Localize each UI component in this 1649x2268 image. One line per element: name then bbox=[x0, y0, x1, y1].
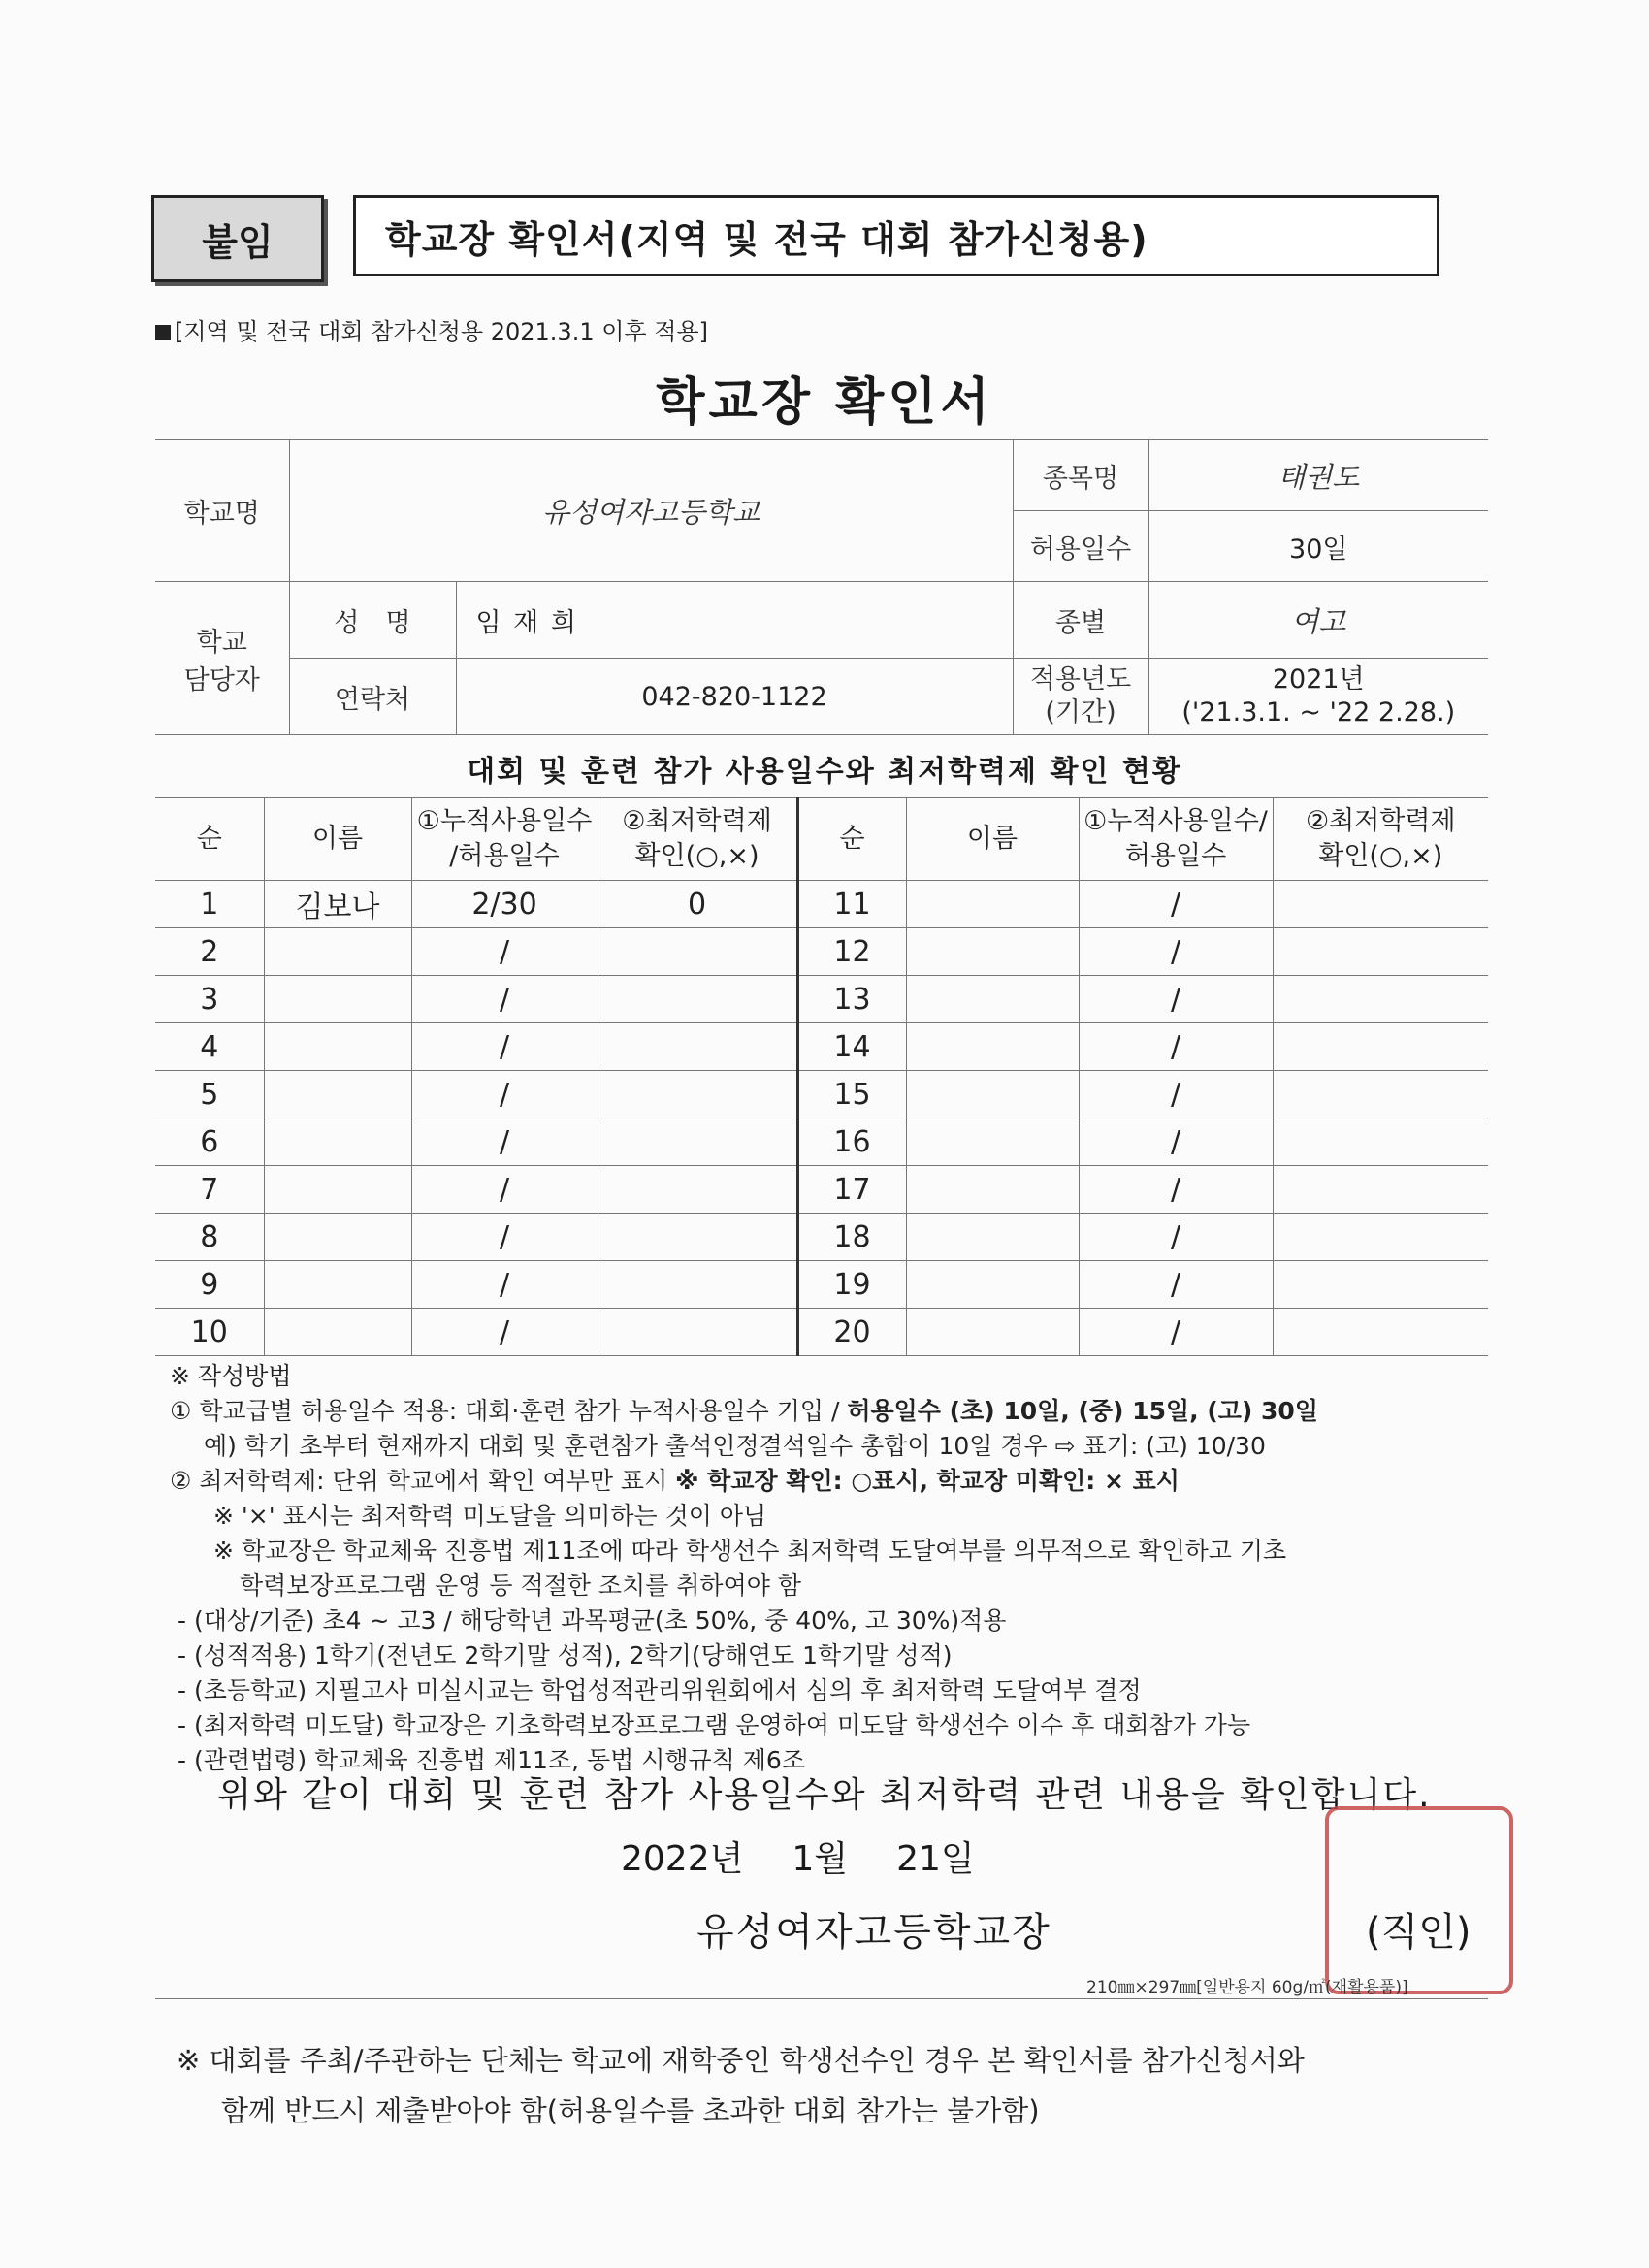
school-label: 학교명 bbox=[155, 440, 289, 582]
note-4: ※ 학교장은 학교체육 진흥법 제11조에 따라 학생선수 최저학력 도달여부를 의무적으로 확인하고 기초 bbox=[213, 1537, 1287, 1565]
issue-date bbox=[621, 1831, 1023, 1881]
used-days: / bbox=[1079, 1166, 1273, 1214]
square-bullet-icon bbox=[155, 325, 171, 340]
applied-note bbox=[155, 312, 708, 346]
date-month: 1월 bbox=[792, 1839, 849, 1879]
header-min-left bbox=[598, 798, 797, 881]
row-number: 10 bbox=[155, 1309, 264, 1356]
row-number: 19 bbox=[797, 1261, 906, 1309]
row-number: 8 bbox=[155, 1214, 264, 1261]
student-name bbox=[906, 1166, 1079, 1214]
divider bbox=[155, 1998, 1488, 1999]
footnote bbox=[177, 2035, 1305, 2136]
date-year: 2022년 bbox=[621, 1839, 744, 1879]
row-number: 11 bbox=[797, 881, 906, 928]
year-label bbox=[1013, 659, 1148, 735]
manager-name: 임 재 희 bbox=[456, 582, 1013, 659]
detail-4: - (최저학력 미도달) 학교장은 기초학력보장프로그램 운영하여 미도달 학생선수 이수 후 대회참가 가능 bbox=[178, 1711, 1251, 1739]
min-academic-check bbox=[598, 1166, 797, 1214]
used-days: / bbox=[411, 1261, 598, 1309]
instructions-heading: ※ 작성방법 bbox=[170, 1362, 292, 1390]
student-name bbox=[264, 1023, 411, 1071]
allowed-days-label: 허용일수 bbox=[1013, 511, 1148, 582]
used-days: / bbox=[1079, 1118, 1273, 1166]
min-academic-check bbox=[1273, 976, 1488, 1023]
manager-label-line-2: 담당자 bbox=[183, 664, 260, 696]
row-number: 1 bbox=[155, 881, 264, 928]
header-min-right bbox=[1273, 798, 1488, 881]
contact-value: 042-820-1122 bbox=[456, 659, 1013, 735]
used-days: / bbox=[1079, 1071, 1273, 1118]
header-name-right: 이름 bbox=[906, 798, 1079, 881]
min-academic-check bbox=[598, 1023, 797, 1071]
used-days: / bbox=[411, 1309, 598, 1356]
note-4-cont: 학력보장프로그램 운영 등 적절한 조치를 취하여야 함 bbox=[240, 1571, 801, 1600]
table-row bbox=[155, 1071, 1488, 1118]
category-value: 여고 bbox=[1148, 582, 1488, 659]
student-name bbox=[264, 1261, 411, 1309]
student-name bbox=[906, 1214, 1079, 1261]
manager-label bbox=[155, 582, 289, 735]
student-name bbox=[906, 1023, 1079, 1071]
year-text: 2021년 bbox=[1272, 664, 1365, 695]
seal-label: (직인) bbox=[1366, 1910, 1471, 1955]
table-row bbox=[155, 1166, 1488, 1214]
name-label: 성 명 bbox=[289, 582, 456, 659]
header-used-left-line-1: ①누적사용일수 bbox=[416, 806, 593, 836]
detail-3: - (초등학교) 지필고사 미실시교는 학업성적관리위원회에서 심의 후 최저학력 도달여부 결정 bbox=[178, 1676, 1142, 1704]
used-days: / bbox=[1079, 1309, 1273, 1356]
year-label-line-2: (기간) bbox=[1045, 697, 1116, 728]
note-1 bbox=[170, 1394, 1489, 1429]
allowed-days-value: 30일 bbox=[1148, 511, 1488, 582]
table-row bbox=[155, 1309, 1488, 1356]
used-days: / bbox=[411, 1118, 598, 1166]
student-name bbox=[264, 1118, 411, 1166]
table-row bbox=[155, 1118, 1488, 1166]
school-info-table bbox=[155, 439, 1488, 735]
row-number: 16 bbox=[797, 1118, 906, 1166]
student-name bbox=[906, 1261, 1079, 1309]
row-number: 4 bbox=[155, 1023, 264, 1071]
used-days: / bbox=[411, 976, 598, 1023]
min-academic-check bbox=[598, 976, 797, 1023]
header-name-left: 이름 bbox=[264, 798, 411, 881]
row-number: 5 bbox=[155, 1071, 264, 1118]
student-name bbox=[264, 1214, 411, 1261]
row-number: 6 bbox=[155, 1118, 264, 1166]
note-1-text: ① 학교급별 허용일수 적용: 대회·훈련 참가 누적사용일수 기입 / bbox=[170, 1397, 848, 1425]
min-academic-check bbox=[598, 1214, 797, 1261]
school-name: 유성여자고등학교 bbox=[289, 440, 1013, 582]
table-header-row bbox=[155, 798, 1488, 881]
note-2-bold: ※ 학교장 확인: ○표시, 학교장 미확인: × 표시 bbox=[675, 1467, 1180, 1495]
row-number: 12 bbox=[797, 928, 906, 976]
document-title: 학교장 확인서 bbox=[656, 373, 993, 432]
used-days: / bbox=[1079, 1261, 1273, 1309]
detail-5: - (관련법령) 학교체육 진흥법 제11조, 동법 시행규칙 제6조 bbox=[178, 1746, 805, 1774]
min-academic-check: 0 bbox=[598, 881, 797, 928]
header-used-right-line-2: 허용일수 bbox=[1124, 841, 1227, 871]
section-title: 대회 및 훈련 참가 사용일수와 최저학력제 확인 현황 bbox=[467, 755, 1182, 789]
student-name bbox=[906, 1309, 1079, 1356]
paper-spec: 210㎜×297㎜[일반용지 60g/㎡(재활용품)] bbox=[1086, 1978, 1408, 1997]
table-row bbox=[155, 1214, 1488, 1261]
table-row bbox=[155, 881, 1488, 928]
min-academic-check bbox=[598, 928, 797, 976]
student-name bbox=[906, 1071, 1079, 1118]
used-days: 2/30 bbox=[411, 881, 598, 928]
min-academic-check bbox=[1273, 1023, 1488, 1071]
used-days: / bbox=[411, 1214, 598, 1261]
student-name bbox=[264, 1166, 411, 1214]
note-1-bold: 허용일수 (초) 10일, (중) 15일, (고) 30일 bbox=[847, 1397, 1318, 1425]
note-1-example: 예) 학기 초부터 현재까지 대회 및 훈련참가 출석인정결석일수 총합이 10일 경우 ⇨ 표기: (고) 10/30 bbox=[204, 1432, 1266, 1460]
confirmation-text: 위와 같이 대회 및 훈련 참가 사용일수와 최저학력 관련 내용을 확인합니다. bbox=[217, 1775, 1432, 1815]
table-row bbox=[155, 928, 1488, 976]
instructions bbox=[170, 1359, 1489, 1778]
used-days: / bbox=[411, 928, 598, 976]
table-row bbox=[155, 1023, 1488, 1071]
student-name bbox=[264, 928, 411, 976]
header-title: 학교장 확인서(지역 및 전국 대회 참가신청용) bbox=[353, 195, 1439, 276]
min-academic-check bbox=[1273, 1214, 1488, 1261]
footnote-line-2: 함께 반드시 제출받아야 함(허용일수를 초과한 대회 참가는 불가함) bbox=[221, 2094, 1040, 2127]
used-days: / bbox=[1079, 928, 1273, 976]
used-days: / bbox=[411, 1166, 598, 1214]
row-number: 20 bbox=[797, 1309, 906, 1356]
row-number: 9 bbox=[155, 1261, 264, 1309]
header-seq-left: 순 bbox=[155, 798, 264, 881]
note-2 bbox=[170, 1464, 1489, 1499]
used-days: / bbox=[1079, 1214, 1273, 1261]
student-name bbox=[264, 1071, 411, 1118]
table-row bbox=[155, 976, 1488, 1023]
footnote-line-1: ※ 대회를 주최/주관하는 단체는 학교에 재학중인 학생선수인 경우 본 확인서를 참가신청서와 bbox=[177, 2044, 1305, 2077]
min-academic-check bbox=[1273, 1309, 1488, 1356]
used-days: / bbox=[1079, 976, 1273, 1023]
row-number: 14 bbox=[797, 1023, 906, 1071]
student-name: 김보나 bbox=[264, 881, 411, 928]
header-used-right-line-1: ①누적사용일수/ bbox=[1083, 806, 1268, 836]
category-label: 종별 bbox=[1013, 582, 1148, 659]
usage-table bbox=[155, 797, 1488, 1356]
min-academic-check bbox=[1273, 1071, 1488, 1118]
row-number: 18 bbox=[797, 1214, 906, 1261]
min-academic-check bbox=[598, 1309, 797, 1356]
row-number: 2 bbox=[155, 928, 264, 976]
header-used-right bbox=[1079, 798, 1273, 881]
header-used-left bbox=[411, 798, 598, 881]
header-min-left-line-2: 확인(○,×) bbox=[634, 841, 760, 871]
year-label-line-1: 적용년도 bbox=[1029, 664, 1132, 695]
year-value bbox=[1148, 659, 1488, 735]
min-academic-check bbox=[598, 1071, 797, 1118]
manager-label-line-1: 학교 bbox=[196, 627, 247, 658]
principal-name: 유성여자고등학교장 bbox=[696, 1910, 1051, 1955]
student-name bbox=[264, 1309, 411, 1356]
row-number: 15 bbox=[797, 1071, 906, 1118]
min-academic-check bbox=[1273, 928, 1488, 976]
detail-1: - (대상/기준) 초4 ~ 고3 / 해당학년 과목평균(초 50%, 중 40%, 고 30%)적용 bbox=[178, 1606, 1007, 1635]
row-number: 13 bbox=[797, 976, 906, 1023]
row-number: 7 bbox=[155, 1166, 264, 1214]
period-text: ('21.3.1. ~ '22 2.28.) bbox=[1181, 697, 1456, 728]
student-name bbox=[264, 976, 411, 1023]
used-days: / bbox=[1079, 881, 1273, 928]
row-number: 3 bbox=[155, 976, 264, 1023]
row-number: 17 bbox=[797, 1166, 906, 1214]
table-row bbox=[155, 1261, 1488, 1309]
used-days: / bbox=[411, 1023, 598, 1071]
min-academic-check bbox=[598, 1118, 797, 1166]
student-name bbox=[906, 881, 1079, 928]
contact-label: 연락처 bbox=[289, 659, 456, 735]
used-days: / bbox=[1079, 1023, 1273, 1071]
attachment-tag: 붙임 bbox=[151, 195, 324, 282]
header-min-right-line-2: 확인(○,×) bbox=[1318, 841, 1443, 871]
student-name bbox=[906, 976, 1079, 1023]
header-min-left-line-1: ②최저학력제 bbox=[622, 806, 772, 836]
min-academic-check bbox=[1273, 1166, 1488, 1214]
min-academic-check bbox=[1273, 881, 1488, 928]
note-3: ※ '×' 표시는 최저학력 미도달을 의미하는 것이 아님 bbox=[213, 1502, 767, 1530]
note-2-text: ② 최저학력제: 단위 학교에서 확인 여부만 표시 bbox=[170, 1467, 676, 1495]
official-seal-stamp bbox=[1325, 1806, 1513, 1994]
min-academic-check bbox=[1273, 1118, 1488, 1166]
min-academic-check bbox=[1273, 1261, 1488, 1309]
applied-note-text: [지역 및 전국 대회 참가신청용 2021.3.1 이후 적용] bbox=[175, 318, 708, 345]
date-day: 21일 bbox=[896, 1839, 975, 1879]
header-seq-right: 순 bbox=[797, 798, 906, 881]
student-name bbox=[906, 1118, 1079, 1166]
used-days: / bbox=[411, 1071, 598, 1118]
sport-label: 종목명 bbox=[1013, 440, 1148, 511]
min-academic-check bbox=[598, 1261, 797, 1309]
header-used-left-line-2: /허용일수 bbox=[449, 841, 560, 871]
detail-2: - (성적적용) 1학기(전년도 2학기말 성적), 2학기(당해연도 1학기말 성적) bbox=[178, 1641, 953, 1669]
student-name bbox=[906, 928, 1079, 976]
header-min-right-line-1: ②최저학력제 bbox=[1305, 806, 1456, 836]
sport-value: 태권도 bbox=[1148, 440, 1488, 511]
